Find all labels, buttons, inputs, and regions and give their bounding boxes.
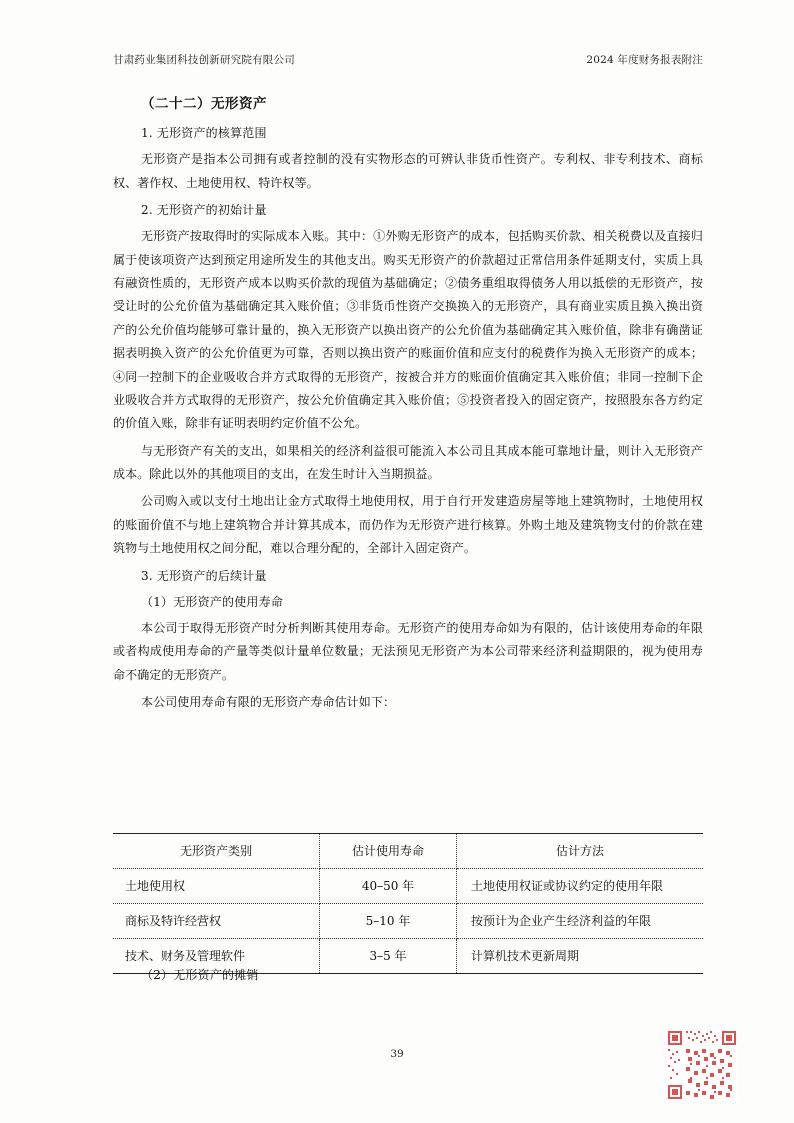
table-column-header: 估计方法 bbox=[457, 834, 704, 869]
paragraph-body: 无形资产按取得时的实际成本入账。其中：①外购无形资产的成本，包括购买价款、相关税费以及直接归属于使该项资产达到预定用途所发生的其他支出。购买无形资产的价款超过正常信用条件延期支付，实质上具有融资性质的，无形资产成本以购买价款的现值为基础确定；②债务重组取得债务人用以抵偿的无形资产，按受让时的公允价值为基础确定其入账价值；③非货币性资产交换换入的无形资产，具有商业实质且换入换出资产的公允价值均能够可靠计量的，换入无形资产以换出资产的公允价值为基础确定其入账价值，除非有确凿证据表明换入资产的公允价值更为可靠，否则以换出资产的账面价值和应支付的税费作为换入无形资产的成本；④同一控制下的企业吸收合并方式取得的无形资产，按被合并方的账面价值确定其入账价值；非同一控制下企业吸收合并方式取得的无形资产，按公允价值确定其入账价值；⑤投资者投入的固定资产，按照股东各方约定的价值入账，除非有证明表明约定价值不公允。 bbox=[113, 229, 703, 431]
paragraph-sub: （1）无形资产的使用寿命 bbox=[141, 594, 284, 609]
table-column-header: 无形资产类别 bbox=[113, 834, 320, 869]
section-title: （二十二）无形资产 bbox=[141, 96, 267, 112]
table-cell-life: 40–50 年 bbox=[320, 869, 457, 904]
table-column-header: 估计使用寿命 bbox=[320, 834, 457, 869]
page-header bbox=[113, 52, 703, 67]
header-doc-title: 2024 年度财务报表附注 bbox=[586, 54, 703, 66]
paragraph-sub: 2. 无形资产的初始计量 bbox=[141, 202, 267, 217]
paragraph-body: 本公司于取得无形资产时分析判断其使用寿命。无形资产的使用寿命如为有限的，估计该使用寿命的年限或者构成使用寿命的产量等类似计量单位数量；无法预见无形资产为本公司带来经济利益期限的，视为使用寿命不确定的无形资产。 bbox=[113, 621, 703, 682]
table-row bbox=[113, 869, 703, 904]
paragraph-body: 无形资产是指本公司拥有或者控制的没有实物形态的可辨认非货币性资产。专利权、非专利技术、商标权、著作权、土地使用权、特许权等。 bbox=[113, 152, 703, 190]
paragraph-body: 本公司使用寿命有限的无形资产寿命估计如下： bbox=[141, 695, 396, 710]
table-cell-method: 按预计为企业产生经济利益的年限 bbox=[457, 904, 704, 939]
table-cell-category: 技术、财务及管理软件 bbox=[113, 939, 320, 974]
paragraph-sub: 3. 无形资产的后续计量 bbox=[141, 568, 267, 583]
table-cell-category: 土地使用权 bbox=[113, 869, 320, 904]
paragraph-sub: （2）无形资产的摊销 bbox=[141, 968, 259, 982]
paragraph-body: 公司购入或以支付土地出让金方式取得土地使用权，用于自行开发建造房屋等地上建筑物时，土地使用权的账面价值不与地上建筑物合并计算其成本，而仍作为无形资产进行核算。外购土地及建筑物支付的价款在建筑物与土地使用权之间分配，难以合理分配的，全部计入固定资产。 bbox=[113, 494, 703, 556]
table-cell-method: 土地使用权证或协议约定的使用年限 bbox=[457, 869, 704, 904]
page-content bbox=[113, 92, 703, 719]
intangible-assets-table bbox=[113, 833, 703, 974]
table-header-row bbox=[113, 834, 703, 869]
table-row bbox=[113, 904, 703, 939]
table-cell-method: 计算机技术更新周期 bbox=[457, 939, 704, 974]
qr-code-icon bbox=[666, 1029, 738, 1101]
paragraph-body: 与无形资产有关的支出，如果相关的经济利益很可能流入本公司且其成本能可靠地计量，则计入无形资产成本。除此以外的其他项目的支出，在发生时计入当期损益。 bbox=[113, 443, 703, 482]
table-cell-category: 商标及特许经营权 bbox=[113, 904, 320, 939]
table-cell-life: 5–10 年 bbox=[320, 904, 457, 939]
table-cell-life: 3–5 年 bbox=[320, 939, 457, 974]
header-company: 甘肃药业集团科技创新研究院有限公司 bbox=[113, 54, 295, 66]
paragraph-sub: 1. 无形资产的核算范围 bbox=[141, 126, 267, 140]
page-number: 39 bbox=[390, 1048, 404, 1060]
